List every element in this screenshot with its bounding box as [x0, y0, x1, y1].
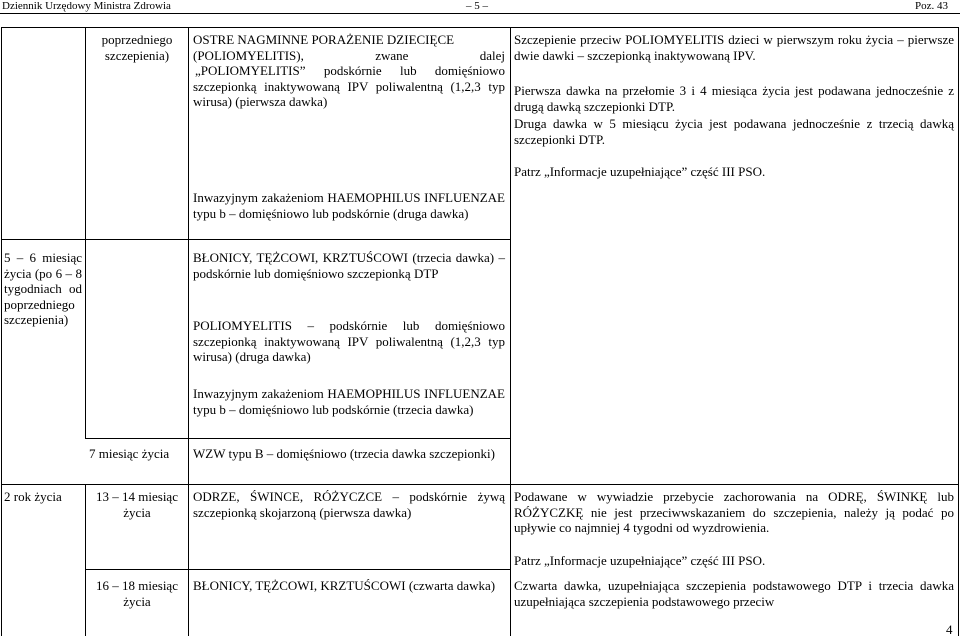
mmr-note-1: Podawane w wywiadzie przebycie zachorowania na ODRĘ, ŚWINKĘ lub RÓŻYCZKĘ nie jest przeciwwskazaniem do szczepienia, należy ją podać po upływie co najmniej 4 tygodni od wyzdrowienia. [514, 489, 954, 535]
polio-dose-1-rest: „POLIOMYELITIS” podskórnie lub domięśniowo szczepionką inaktywowaną IPV poliwalentną (1,2,3 typ wirusa) (pierwsza dawka) [193, 63, 505, 109]
polio-note-reference: Patrz „Informacje uzupełniające” część III PSO. [514, 164, 766, 179]
polio-dose-1-word-b: zwane [375, 47, 409, 63]
age-2-years: 2 rok życia [4, 489, 62, 504]
age-7-months: 7 miesiąc życia [89, 446, 170, 461]
table-top-rule [1, 27, 958, 28]
page-number: 4 [946, 622, 953, 637]
header-position: Poz. 43 [915, 0, 948, 12]
table-border-left [1, 27, 2, 636]
polio-dose-2: POLIOMYELITIS – podskórnie lub domięśniowo szczepionką inaktywowaną IPV poliwalentną (1,2,3 typ wirusa) (druga dawka) [193, 318, 505, 364]
header-page-marker: – 5 – [466, 0, 488, 12]
polio-note-1: Szczepienie przeciw POLIOMYELITIS dzieci w pierwszym roku życia – pierwsze dwie dawki – szczepionką inaktywowaną IPV. [514, 32, 954, 63]
header-journal-title: Dziennik Urzędowy Ministra Zdrowia [2, 0, 171, 12]
age-5-6-months: 5 – 6 miesiąc życia (po 6 – 8 tygodniach od poprzedniego szczepienia) [4, 250, 82, 327]
row-divider-2yr [1, 484, 958, 485]
mmr-dose-1: ODRZE, ŚWINCE, RÓŻYCZCE – podskórnie żywą szczepionką skojarzoną (pierwsza dawka) [193, 489, 505, 520]
polio-dose-1-word-c: dalej [479, 47, 505, 63]
dtp-dose-4-note: Czwarta dawka, uzupełniająca szczepienia podstawowego DTP i trzecia dawka uzupełniająca szczepienia podstawowego przeciw [514, 578, 954, 609]
polio-dose-1-word-a: (POLIOMYELITIS), [193, 47, 304, 63]
col1-divider-lower [85, 484, 86, 636]
polio-dose-1-line2 [193, 48, 505, 64]
hep-b-dose-3: WZW typu B – domięśniowo (trzecia dawka szczepionki) [193, 446, 495, 461]
polio-dose-1 [193, 32, 505, 110]
mmr-note-reference: Patrz „Informacje uzupełniające” część III PSO. [514, 553, 766, 568]
age-16-18-months: 16 – 18 miesiąc życia [96, 578, 178, 609]
polio-note-2: Pierwsza dawka na przełomie 3 i 4 miesiąca życia jest podawana jednocześnie z drugą dawką szczepionki DTP. [514, 83, 954, 114]
age-13-14-months: 13 – 14 miesiąc życia [96, 489, 178, 520]
dtp-dose-4: BŁONICY, TĘŻCOWI, KRZTUŚCOWI (czwarta dawka) [193, 578, 496, 593]
row-divider-5-6 [1, 239, 510, 240]
hib-dose-3: Inwazyjnym zakażeniom HAEMOPHILUS INFLUENZAE typu b – domięśniowo lub podskórnie (trzecia dawka) [193, 386, 505, 417]
col1-divider [85, 27, 86, 438]
polio-dose-1-line1: OSTRE NAGMINNE PORAŻENIE DZIECIĘCE [193, 32, 455, 47]
hib-dose-2: Inwazyjnym zakażeniom HAEMOPHILUS INFLUENZAE typu b – domięśniowo lub podskórnie (druga dawka) [193, 190, 505, 221]
col3-divider [510, 27, 511, 636]
header-rule [0, 13, 960, 14]
row-divider-16-18 [85, 569, 510, 570]
dtp-dose-3: BŁONICY, TĘŻCOWI, KRZTUŚCOWI (trzecia dawka) – podskórnie lub domięśniowo szczepionką DTP [193, 250, 505, 281]
age-prev-continued: poprzedniego szczepienia) [101, 32, 173, 63]
col2-divider [188, 27, 189, 636]
table-border-right [958, 27, 959, 636]
row-divider-7 [85, 438, 510, 439]
polio-note-3: Druga dawka w 5 miesiącu życia jest podawana jednocześnie z trzecią dawką szczepionki DTP. [514, 116, 954, 147]
page-header [0, 0, 960, 14]
